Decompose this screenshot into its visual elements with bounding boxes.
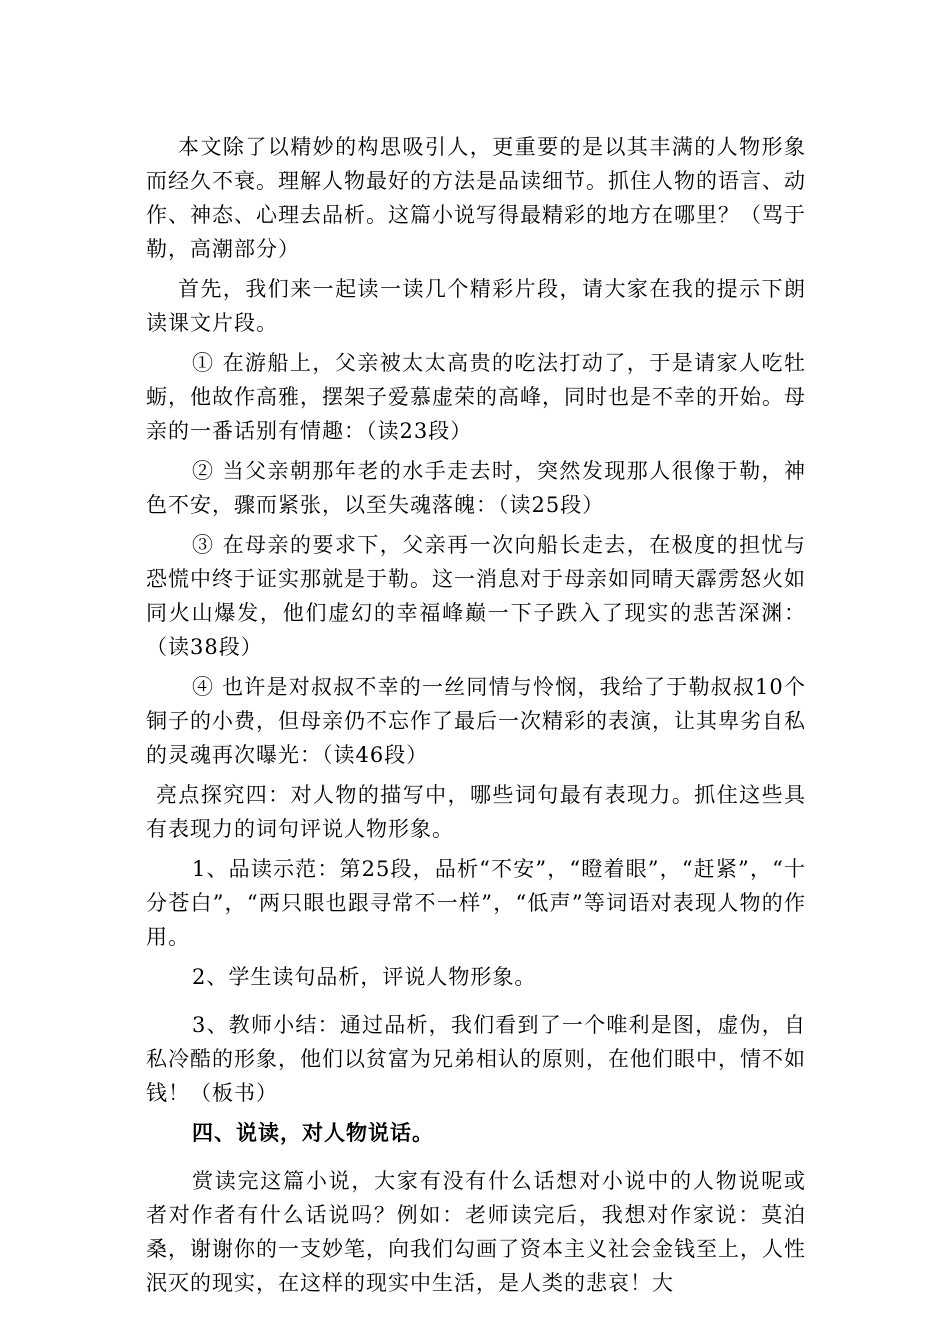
paragraph-item-2: 2、学生读句品析，评说人物形象。 bbox=[192, 965, 537, 989]
paragraph-excerpt-2: ② 当父亲朝那年老的水手走去时，突然发现那人很像于勒，神色不安，骤而紧张，以至失魂落魄：（读25段） bbox=[146, 459, 806, 517]
paragraph-highlight-four: 亮点探究四：对人物的描写中，哪些词句最有表现力。抓住这些具有表现力的词句评说人物形象。 bbox=[146, 783, 806, 841]
paragraph-reading-prompt: 首先，我们来一起读一读几个精彩片段，请大家在我的提示下朗读课文片段。 bbox=[146, 277, 806, 335]
paragraph-intro: 本文除了以精妙的构思吸引人，更重要的是以其丰满的人物形象而经久不衰。理解人物最好的方法是品读细节。抓住人物的语言、动作、神态、心理去品析。这篇小说写得最精彩的地方在哪里？（骂于勒，高潮部分） bbox=[146, 135, 806, 261]
paragraph-excerpt-4: ④ 也许是对叔叔不幸的一丝同情与怜悯，我给了于勒叔叔10个铜子的小费，但母亲仍不忘作了最后一次精彩的表演，让其卑劣自私的灵魂再次曝光：（读46段） bbox=[146, 675, 806, 767]
paragraph-closing: 赏读完这篇小说，大家有没有什么话想对小说中的人物说呢或者对作者有什么话说吗？例如：老师读完后，我想对作家说：莫泊桑，谢谢你的一支妙笔，向我们勾画了资本主义社会金钱至上，人性泯灭的现实，在这样的现实中生活，是人类的悲哀！大 bbox=[146, 1169, 806, 1295]
paragraph-excerpt-3: ③ 在母亲的要求下，父亲再一次向船长走去，在极度的担忧与恐慌中终于证实那就是于勒。这一消息对于母亲如同晴天霹雳怒火如同火山爆发，他们虚幻的幸福峰巅一下子跌入了现实的悲苦深渊：（读38段） bbox=[146, 533, 806, 659]
paragraph-excerpt-1: ① 在游船上，父亲被太太高贵的吃法打动了，于是请家人吃牡蛎，他故作高雅，摆架子爱慕虚荣的高峰，同时也是不幸的开始。母亲的一番话别有情趣：（读23段） bbox=[146, 351, 806, 443]
section-heading-four: 四、说读，对人物说话。 bbox=[192, 1120, 434, 1145]
paragraph-item-1: 1、品读示范：第25段，品析“不安”，“瞪着眼”，“赶紧”，“十分苍白”，“两只眼也跟寻常不一样”，“低声”等词语对表现人物的作用。 bbox=[146, 857, 806, 949]
paragraph-item-3: 3、教师小结：通过品析，我们看到了一个唯利是图，虚伪，自私冷酷的形象，他们以贫富为兄弟相认的原则，在他们眼中，情不如钱！（板书） bbox=[146, 1013, 806, 1105]
document-page bbox=[146, 130, 806, 1306]
